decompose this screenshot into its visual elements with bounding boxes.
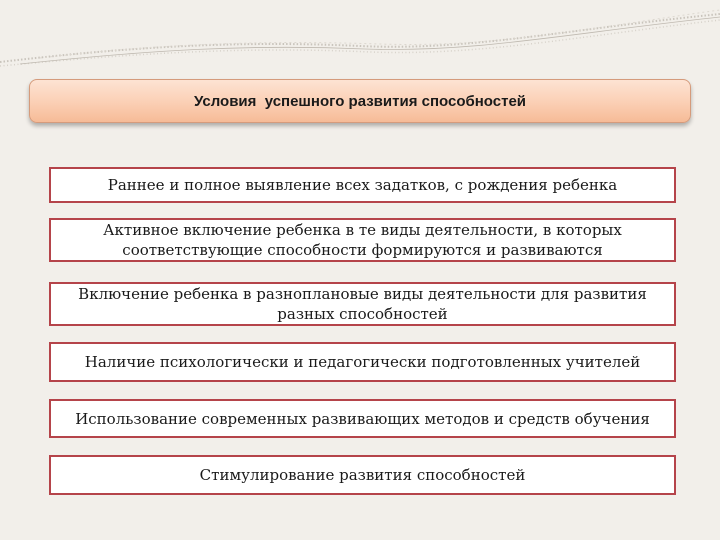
condition-box-6 [49, 455, 676, 495]
condition-box-1 [49, 167, 676, 203]
condition-box-3 [49, 282, 676, 326]
condition-text-4: Наличие психологически и педагогически подготовленных учителей [84, 353, 641, 371]
condition-text-2: Активное включение ребенка в те виды деятельности, в которых соответствующие способности формируются и развиваются [103, 221, 622, 259]
condition-text-5: Использование современных развивающих методов и средств обучения [75, 409, 650, 428]
decorative-swoosh [0, 0, 720, 80]
condition-box-2 [49, 218, 676, 262]
condition-text-3: Включение ребенка в разноплановые виды деятельности для развития разных способностей [78, 285, 647, 323]
diagram-title: Условия успешного развития способностей [193, 92, 527, 110]
condition-text-1: Раннее и полное выявление всех задатков, с рождения ребенка [107, 176, 618, 194]
condition-box-5 [49, 399, 676, 438]
condition-text-6: Стимулирование развития способностей [199, 466, 526, 484]
condition-box-4 [49, 342, 676, 382]
title-box [29, 79, 691, 123]
